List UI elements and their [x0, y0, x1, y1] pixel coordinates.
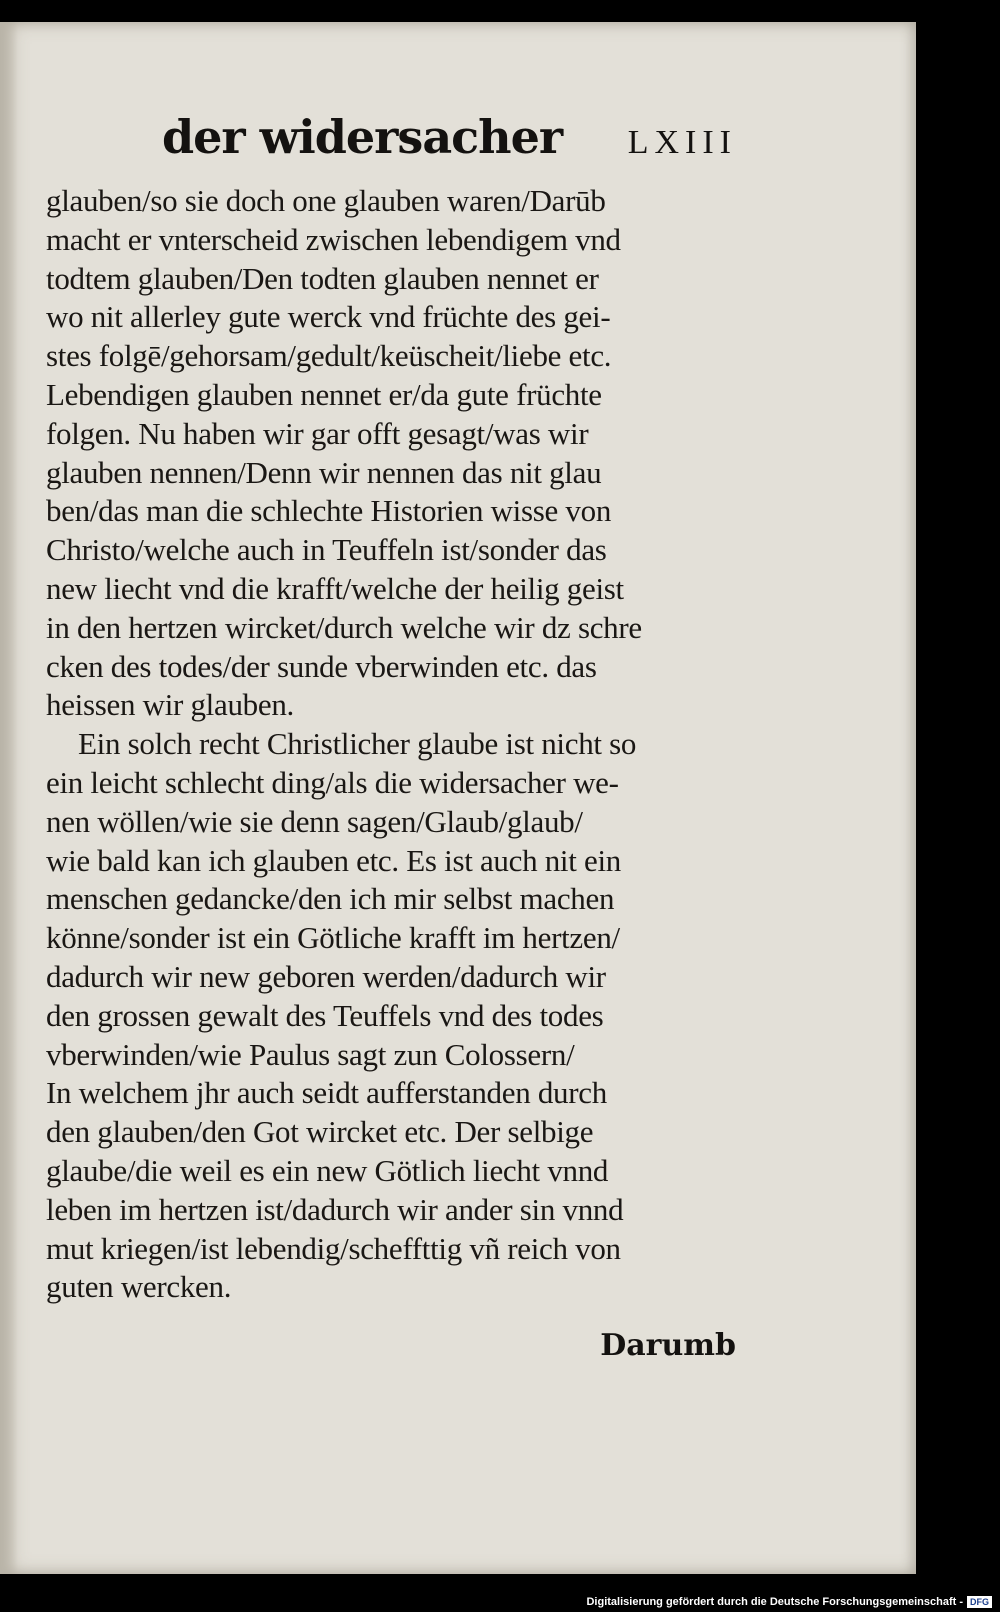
text-line: ben/das man die schlechte Historien wisse von: [46, 493, 612, 529]
text-line: könne/sonder ist ein Götliche krafft im hertzen/: [46, 920, 620, 956]
text-line: in den hertzen wircket/durch welche wir dz schre: [46, 609, 642, 645]
text-line: guten wercken.: [46, 1269, 232, 1305]
text-line: mut kriegen/ist lebendig/scheffttig vñ reich von: [46, 1230, 621, 1266]
text-line: glauben nennen/Denn wir nennen das nit glau: [46, 454, 602, 490]
body-text: [46, 182, 736, 1307]
text-line: glauben/so sie doch one glauben waren/Darūb: [46, 183, 606, 218]
text-line: Lebendigen glauben nennet er/da gute früchte: [46, 376, 602, 412]
text-line: dadurch wir new geboren werden/dadurch wir: [46, 958, 606, 994]
page-header: [162, 110, 737, 176]
text-line: wo nit allerley gute werck vnd früchte des gei-: [46, 299, 611, 335]
text-line: vberwinden/wie Paulus sagt zun Colossern/: [46, 1036, 575, 1072]
text-line: cken des todes/der sunde vberwinden etc. das: [46, 648, 597, 684]
dfg-logo-icon: DFG: [967, 1596, 992, 1608]
text-line: new liecht vnd die krafft/welche der heilig geist: [46, 570, 624, 606]
text-line: Ein solch recht Christlicher glaube ist nicht so: [78, 726, 637, 762]
text-line: macht er vnterscheid zwischen lebendigem vnd: [46, 221, 621, 257]
page-gutter-shadow: [0, 22, 18, 1574]
text-line: In welchem jhr auch seidt aufferstanden durch: [46, 1075, 607, 1111]
text-line: menschen gedancke/den ich mir selbst machen: [46, 881, 615, 917]
text-line: stes folgē/gehorsam/gedult/keüscheit/liebe etc.: [46, 338, 612, 374]
text-line: Christo/welche auch in Teuffeln ist/sonder das: [46, 532, 607, 568]
folio-number: LXIII: [627, 124, 737, 161]
text-line: ein leicht schlecht ding/als die widersacher we-: [46, 764, 619, 800]
text-line: den grossen gewalt des Teuffels vnd des todes: [46, 997, 604, 1033]
catchword: Darumb: [600, 1328, 736, 1363]
text-line: den glauben/den Got wircket etc. Der selbige: [46, 1114, 594, 1150]
text-line: leben im hertzen ist/dadurch wir ander sin vnnd: [46, 1191, 624, 1227]
text-line: nen wöllen/wie sie denn sagen/Glaub/glaub/: [46, 803, 583, 839]
text-line: glaube/die weil es ein new Götlich liecht vnnd: [46, 1152, 609, 1188]
text-line: wie bald kan ich glauben etc. Es ist auch nit ein: [46, 842, 621, 878]
credit-text: Digitalisierung gefördert durch die Deutsche Forschungsgemeinschaft -: [586, 1596, 963, 1608]
digitization-credit: [586, 1596, 992, 1608]
text-line: folgen. Nu haben wir gar offt gesagt/was wir: [46, 415, 589, 451]
text-line: heissen wir glauben.: [46, 687, 294, 723]
text-line: todtem glauben/Den todten glauben nennet er: [46, 260, 599, 296]
running-title: der widersacher: [162, 110, 563, 164]
